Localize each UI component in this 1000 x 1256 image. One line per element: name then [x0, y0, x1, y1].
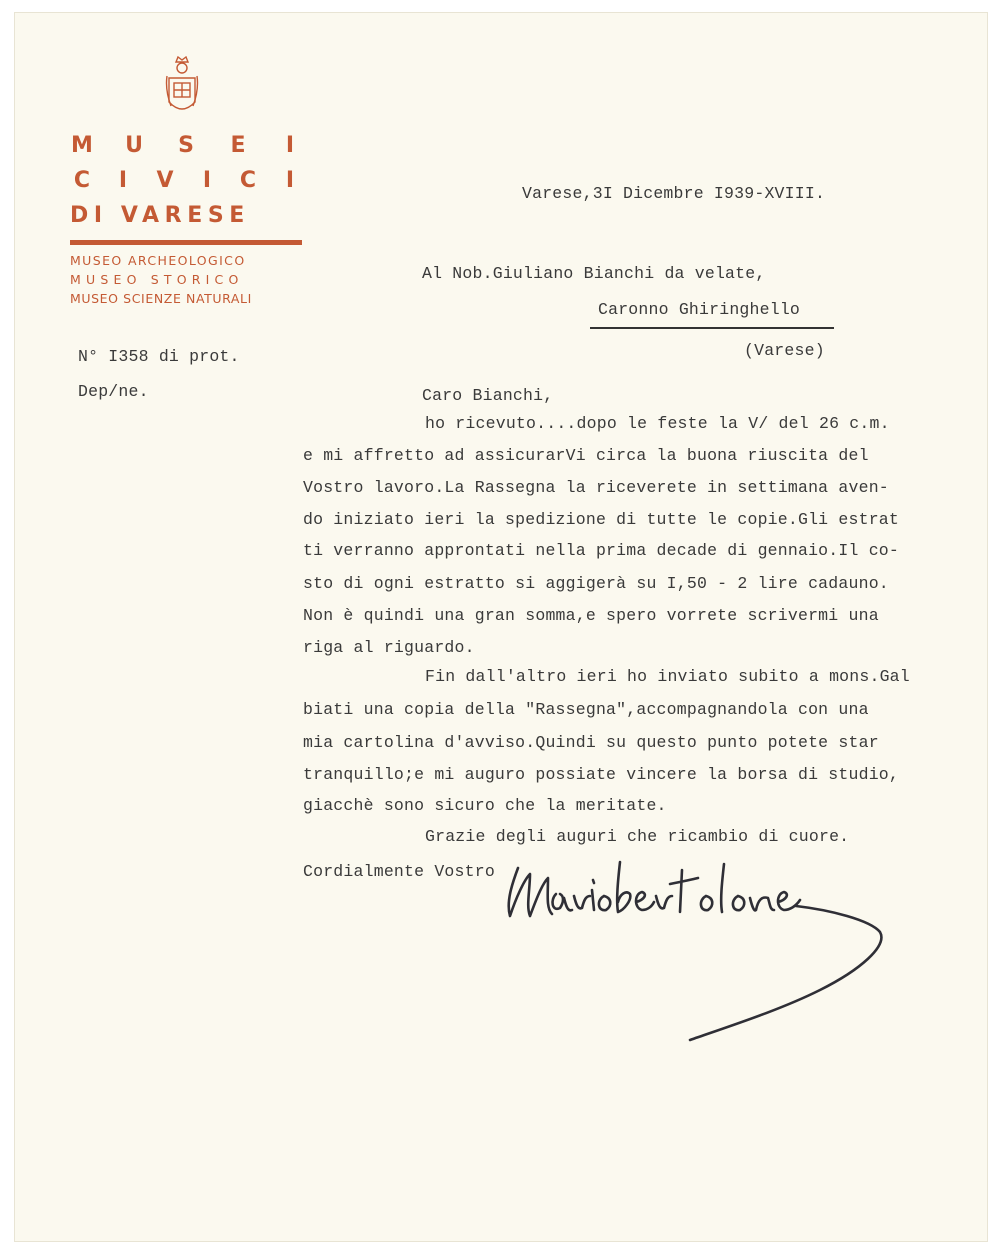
body-line: tranquillo;e mi auguro possiate vincere la borsa di studio, [303, 765, 899, 784]
recipient-line-1: Al Nob.Giuliano Bianchi da velate, [422, 264, 766, 283]
letterhead-line-civici: C I V I C I [73, 168, 295, 193]
body-line: Vostro lavoro.La Rassegna la riceverete in settimana aven- [303, 478, 889, 497]
body-line: biati una copia della "Rassegna",accompagnandola con una [303, 700, 869, 719]
letterhead-sub-archeologico: MUSEO ARCHEOLOGICO [70, 253, 246, 268]
letter-sheet [14, 12, 988, 1242]
protocol-number: N° I358 di prot. [78, 347, 240, 366]
body-line: sto di ogni estratto si aggigerà su I,50 - 2 lire cadauno. [303, 574, 889, 593]
letterhead-rule [70, 240, 302, 245]
letterhead-line-di-varese: DI VARESE [70, 203, 250, 228]
recipient-underline [590, 327, 834, 329]
body-line: riga al riguardo. [303, 638, 475, 657]
letterhead-sub-storico: MUSEO STORICO [70, 272, 244, 287]
body-line: e mi affretto ad assicurarVi circa la buona riuscita del [303, 446, 869, 465]
handwritten-signature [500, 850, 920, 1050]
recipient-line-3: (Varese) [744, 341, 825, 360]
body-line: giacchè sono sicuro che la meritate. [303, 796, 667, 815]
closing: Cordialmente Vostro [303, 862, 495, 881]
body-line: Fin dall'altro ieri ho inviato subito a mons.Gal [425, 667, 910, 686]
recipient-line-2: Caronno Ghiringhello [598, 300, 801, 319]
body-line: ti verranno approntati nella prima decade di gennaio.Il co- [303, 541, 899, 560]
letterhead-line-musei: M U S E I [71, 133, 295, 158]
letterhead-sub-scienze: MUSEO SCIENZE NATURALI [70, 291, 252, 306]
body-line: Non è quindi una gran somma,e spero vorrete scrivermi una [303, 606, 879, 625]
coat-of-arms-icon [165, 56, 199, 122]
greeting: Caro Bianchi, [422, 386, 554, 405]
letter-date: Varese,3I Dicembre I939-XVIII. [522, 184, 826, 203]
body-line: mia cartolina d'avviso.Quindi su questo punto potete star [303, 733, 879, 752]
body-line: do iniziato ieri la spedizione di tutte le copie.Gli estrat [303, 510, 899, 529]
protocol-ref: Dep/ne. [78, 382, 149, 401]
body-line: Grazie degli auguri che ricambio di cuore. [425, 827, 850, 846]
body-line: ho ricevuto....dopo le feste la V/ del 26 c.m. [425, 414, 890, 433]
